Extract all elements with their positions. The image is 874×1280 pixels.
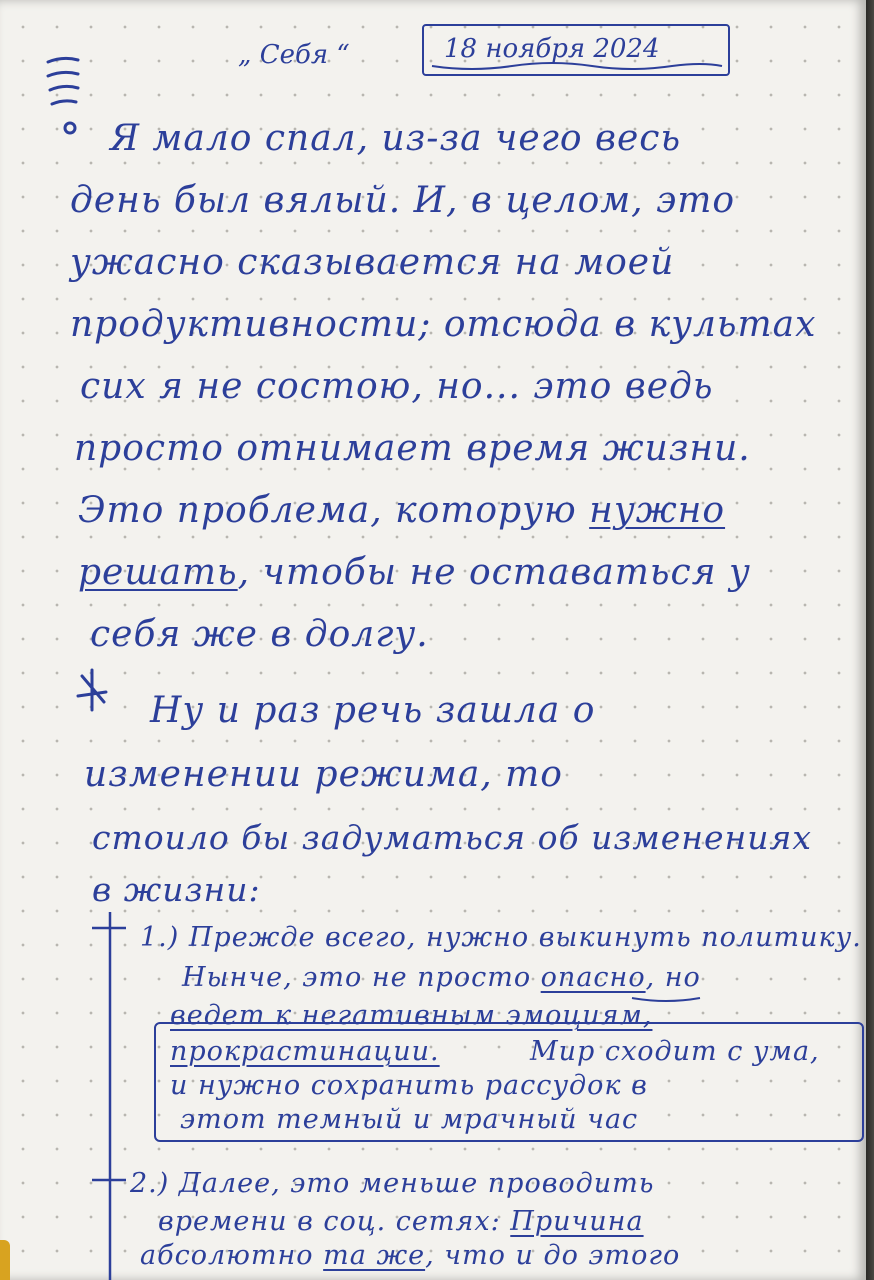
list-item-1-line: 1.) Прежде всего, нужно выкинуть политику. (140, 922, 862, 953)
dollar-bullet-icon (78, 670, 106, 710)
list-item-1-line: ведет к негативным эмоциям, (170, 1000, 653, 1031)
underlined-word: нужно (589, 490, 726, 531)
text-line: просто отнимает время жизни. (74, 428, 751, 469)
squiggle-bullet-icon (48, 58, 78, 133)
text-line: сих я не состою, но... это ведь (80, 366, 714, 407)
text-fragment: , чтобы не оставаться у (237, 552, 751, 593)
text-line: Ну и раз речь зашла о (150, 690, 596, 731)
underlined-word: решать (78, 552, 238, 593)
date-box (422, 24, 730, 76)
list-item-2-line (140, 1240, 680, 1271)
boxed-note-line: этот темный и мрачный час (180, 1104, 639, 1135)
list-item-2-line (158, 1206, 644, 1237)
text-fragment: абсолютно (140, 1240, 314, 1271)
text-line: ужасно сказывается на моей (70, 242, 675, 283)
text-fragment: Это проблема, которую (78, 490, 577, 531)
text-line (78, 552, 751, 593)
text-line: себя же в долгу. (90, 614, 429, 655)
text-line (78, 490, 725, 531)
underlined-word: та же (323, 1240, 426, 1271)
page-title: „ Себя “ (238, 40, 350, 70)
list-item-1-line (182, 962, 701, 993)
text-fragment: времени в соц. сетях: (158, 1206, 501, 1237)
date-text: 18 ноября 2024 (444, 34, 660, 64)
text-line: день был вялый. И, в целом, это (70, 180, 736, 221)
boxed-note-line: Мир сходит с ума, (530, 1036, 820, 1067)
underlined-word: прокрастинации. (170, 1036, 440, 1067)
text-line: в жизни: (92, 870, 261, 909)
notebook-corner (0, 1240, 10, 1280)
text-fragment: Нынче, это не просто (182, 962, 532, 993)
underlined-word: опасно (540, 962, 646, 993)
underlined-word: Причина (510, 1206, 644, 1237)
list-item-2-line: 2.) Далее, это меньше проводить (130, 1168, 655, 1199)
text-line: продуктивности; отсюда в культах (70, 304, 817, 345)
text-fragment: , что и до этого (425, 1240, 681, 1271)
text-fragment: , но (645, 962, 701, 993)
text-line: Я мало спал, из-за чего весь (110, 118, 682, 159)
notebook-edge (866, 0, 874, 1280)
text-line: изменении режима, то (84, 754, 563, 795)
text-line: стоило бы задуматься об изменениях (92, 818, 812, 857)
boxed-note-line: и нужно сохранить рассудок в (170, 1070, 648, 1101)
